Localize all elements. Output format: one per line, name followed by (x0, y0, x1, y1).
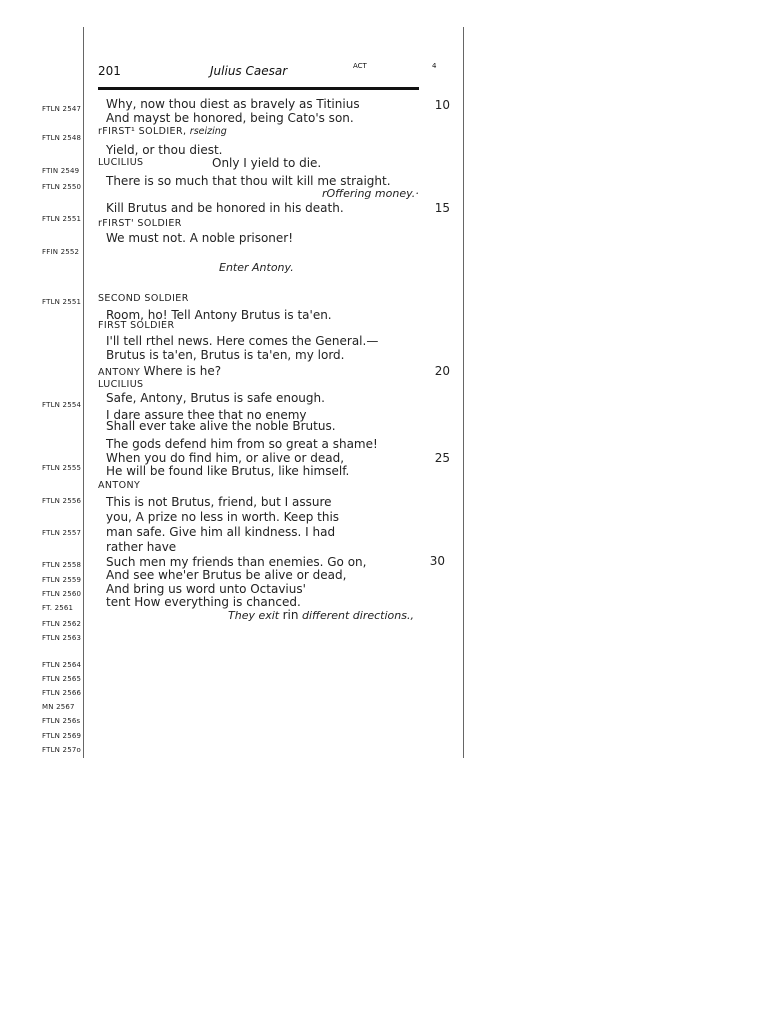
ftln-label: FTLN 2566 (42, 689, 82, 697)
ftln-label: FT. 2561 (42, 604, 74, 612)
stage-direction-text: They exit (228, 609, 283, 622)
verse-line: Yield, or thou diest. (106, 143, 223, 157)
ftln-label: FTLN 2550 (42, 183, 82, 191)
act-number: 4 (432, 62, 437, 70)
speaker-antony: ANTONY (98, 480, 141, 491)
stage-direction-exit (228, 608, 414, 622)
ftln-label: FTLN 2560 (42, 590, 82, 598)
line-number: 25 (434, 451, 450, 465)
ftln-label: FTLN 2551 (42, 298, 82, 306)
ftln-label: FTLN 2558 (42, 561, 82, 569)
speaker-antony (98, 364, 221, 378)
verse-line: When you do find him, or alive or dead, (106, 451, 345, 465)
verse-line: tent How everything is chanced. (106, 595, 301, 609)
ftln-label: FTLN 2555 (42, 464, 82, 472)
line-number: 10 (434, 98, 450, 112)
stage-direction-text: rin (282, 608, 299, 622)
verse-line: He will be found like Brutus, like himself. (106, 464, 350, 478)
verse-line: I'll tell rthel news. Here comes the General.— (106, 334, 379, 348)
verse-line: Why, now thou diest as bravely as Titinius (106, 97, 360, 111)
line-number: 30 (429, 554, 445, 568)
speaker-first-soldier: FIRST SOLDIER (98, 320, 175, 331)
ftln-label: FTLN 2564 (42, 661, 82, 669)
ftln-label: FFIN 2552 (42, 248, 80, 256)
right-margin-rule (463, 27, 464, 758)
ftln-label: FTLN 2557 (42, 529, 82, 537)
ftln-label: FTLN 2569 (42, 732, 82, 740)
stage-direction-text: different directions., (298, 609, 414, 622)
left-margin-rule (83, 27, 84, 758)
ftln-label: FTLN 2563 (42, 634, 82, 642)
speaker-lucilius: LUCILIUS (98, 379, 144, 390)
ftln-label: FTLN 256s (42, 717, 81, 725)
act-label: ACT (353, 62, 367, 70)
ftln-label: MN 2567 (42, 703, 75, 711)
verse-line: Kill Brutus and be honored in his death. (106, 201, 344, 215)
stage-direction: rOffering money.· (322, 187, 419, 200)
verse-line: Such men my friends than enemies. Go on, (106, 555, 367, 569)
verse-line: And mayst be honored, being Cato's son. (106, 111, 354, 125)
verse-line: Where is he? (143, 364, 222, 378)
verse-line: Shall ever take alive the noble Brutus. (106, 419, 336, 433)
stage-direction-entrance: Enter Antony. (219, 261, 294, 274)
verse-line: Only I yield to die. (212, 156, 322, 170)
ftln-label: FTLN 2559 (42, 576, 82, 584)
header-rule (98, 87, 419, 90)
verse-line: man safe. Give him all kindness. I had (106, 525, 336, 539)
page-number: 201 (98, 64, 121, 78)
ftln-label: FTLN 2556 (42, 497, 82, 505)
verse-line: I dare assure thee that no enemy (106, 408, 307, 422)
verse-line: And bring us word unto Octavius' (106, 582, 306, 596)
speaker-name: rFIRST¹ SOLDIER, (98, 126, 187, 137)
speaker-lucilius: LUCILIUS (98, 157, 144, 168)
line-number: 15 (434, 201, 450, 215)
ftln-label: FTLN 2562 (42, 620, 82, 628)
ftln-label: FTIN 2549 (42, 167, 80, 175)
speaker-first-soldier (98, 126, 227, 137)
verse-line: This is not Brutus, friend, but I assure (106, 495, 332, 509)
ftln-label: FTLN 2554 (42, 401, 82, 409)
ftln-label: FTLN 2547 (42, 105, 82, 113)
speaker-first-soldier: rFIRST' SOLDIER (98, 218, 182, 229)
ftln-label: FTLN 2565 (42, 675, 82, 683)
verse-line: There is so much that thou wilt kill me straight. (106, 174, 391, 188)
speaker-second-soldier: SECOND SOLDIER (98, 293, 189, 304)
line-number: 20 (434, 364, 450, 378)
verse-line: Safe, Antony, Brutus is safe enough. (106, 391, 325, 405)
verse-line: The gods defend him from so great a shame! (106, 437, 378, 451)
verse-line: We must not. A noble prisoner! (106, 231, 294, 245)
ftln-label: FTLN 2548 (42, 134, 82, 142)
play-title: Julius Caesar (210, 64, 288, 78)
stage-direction: rseizing (189, 126, 227, 137)
ftln-label: FTLN 2551 (42, 215, 82, 223)
verse-line: you, A prize no less in worth. Keep this (106, 510, 340, 524)
ftln-label: FTLN 257o (42, 746, 81, 754)
verse-line: Brutus is ta'en, Brutus is ta'en, my lord. (106, 348, 345, 362)
speaker-name: ANTONY (98, 367, 141, 378)
verse-line: rather have (106, 540, 177, 554)
verse-line: Room, ho! Tell Antony Brutus is ta'en. (106, 308, 332, 322)
verse-line: And see whe'er Brutus be alive or dead, (106, 568, 347, 582)
